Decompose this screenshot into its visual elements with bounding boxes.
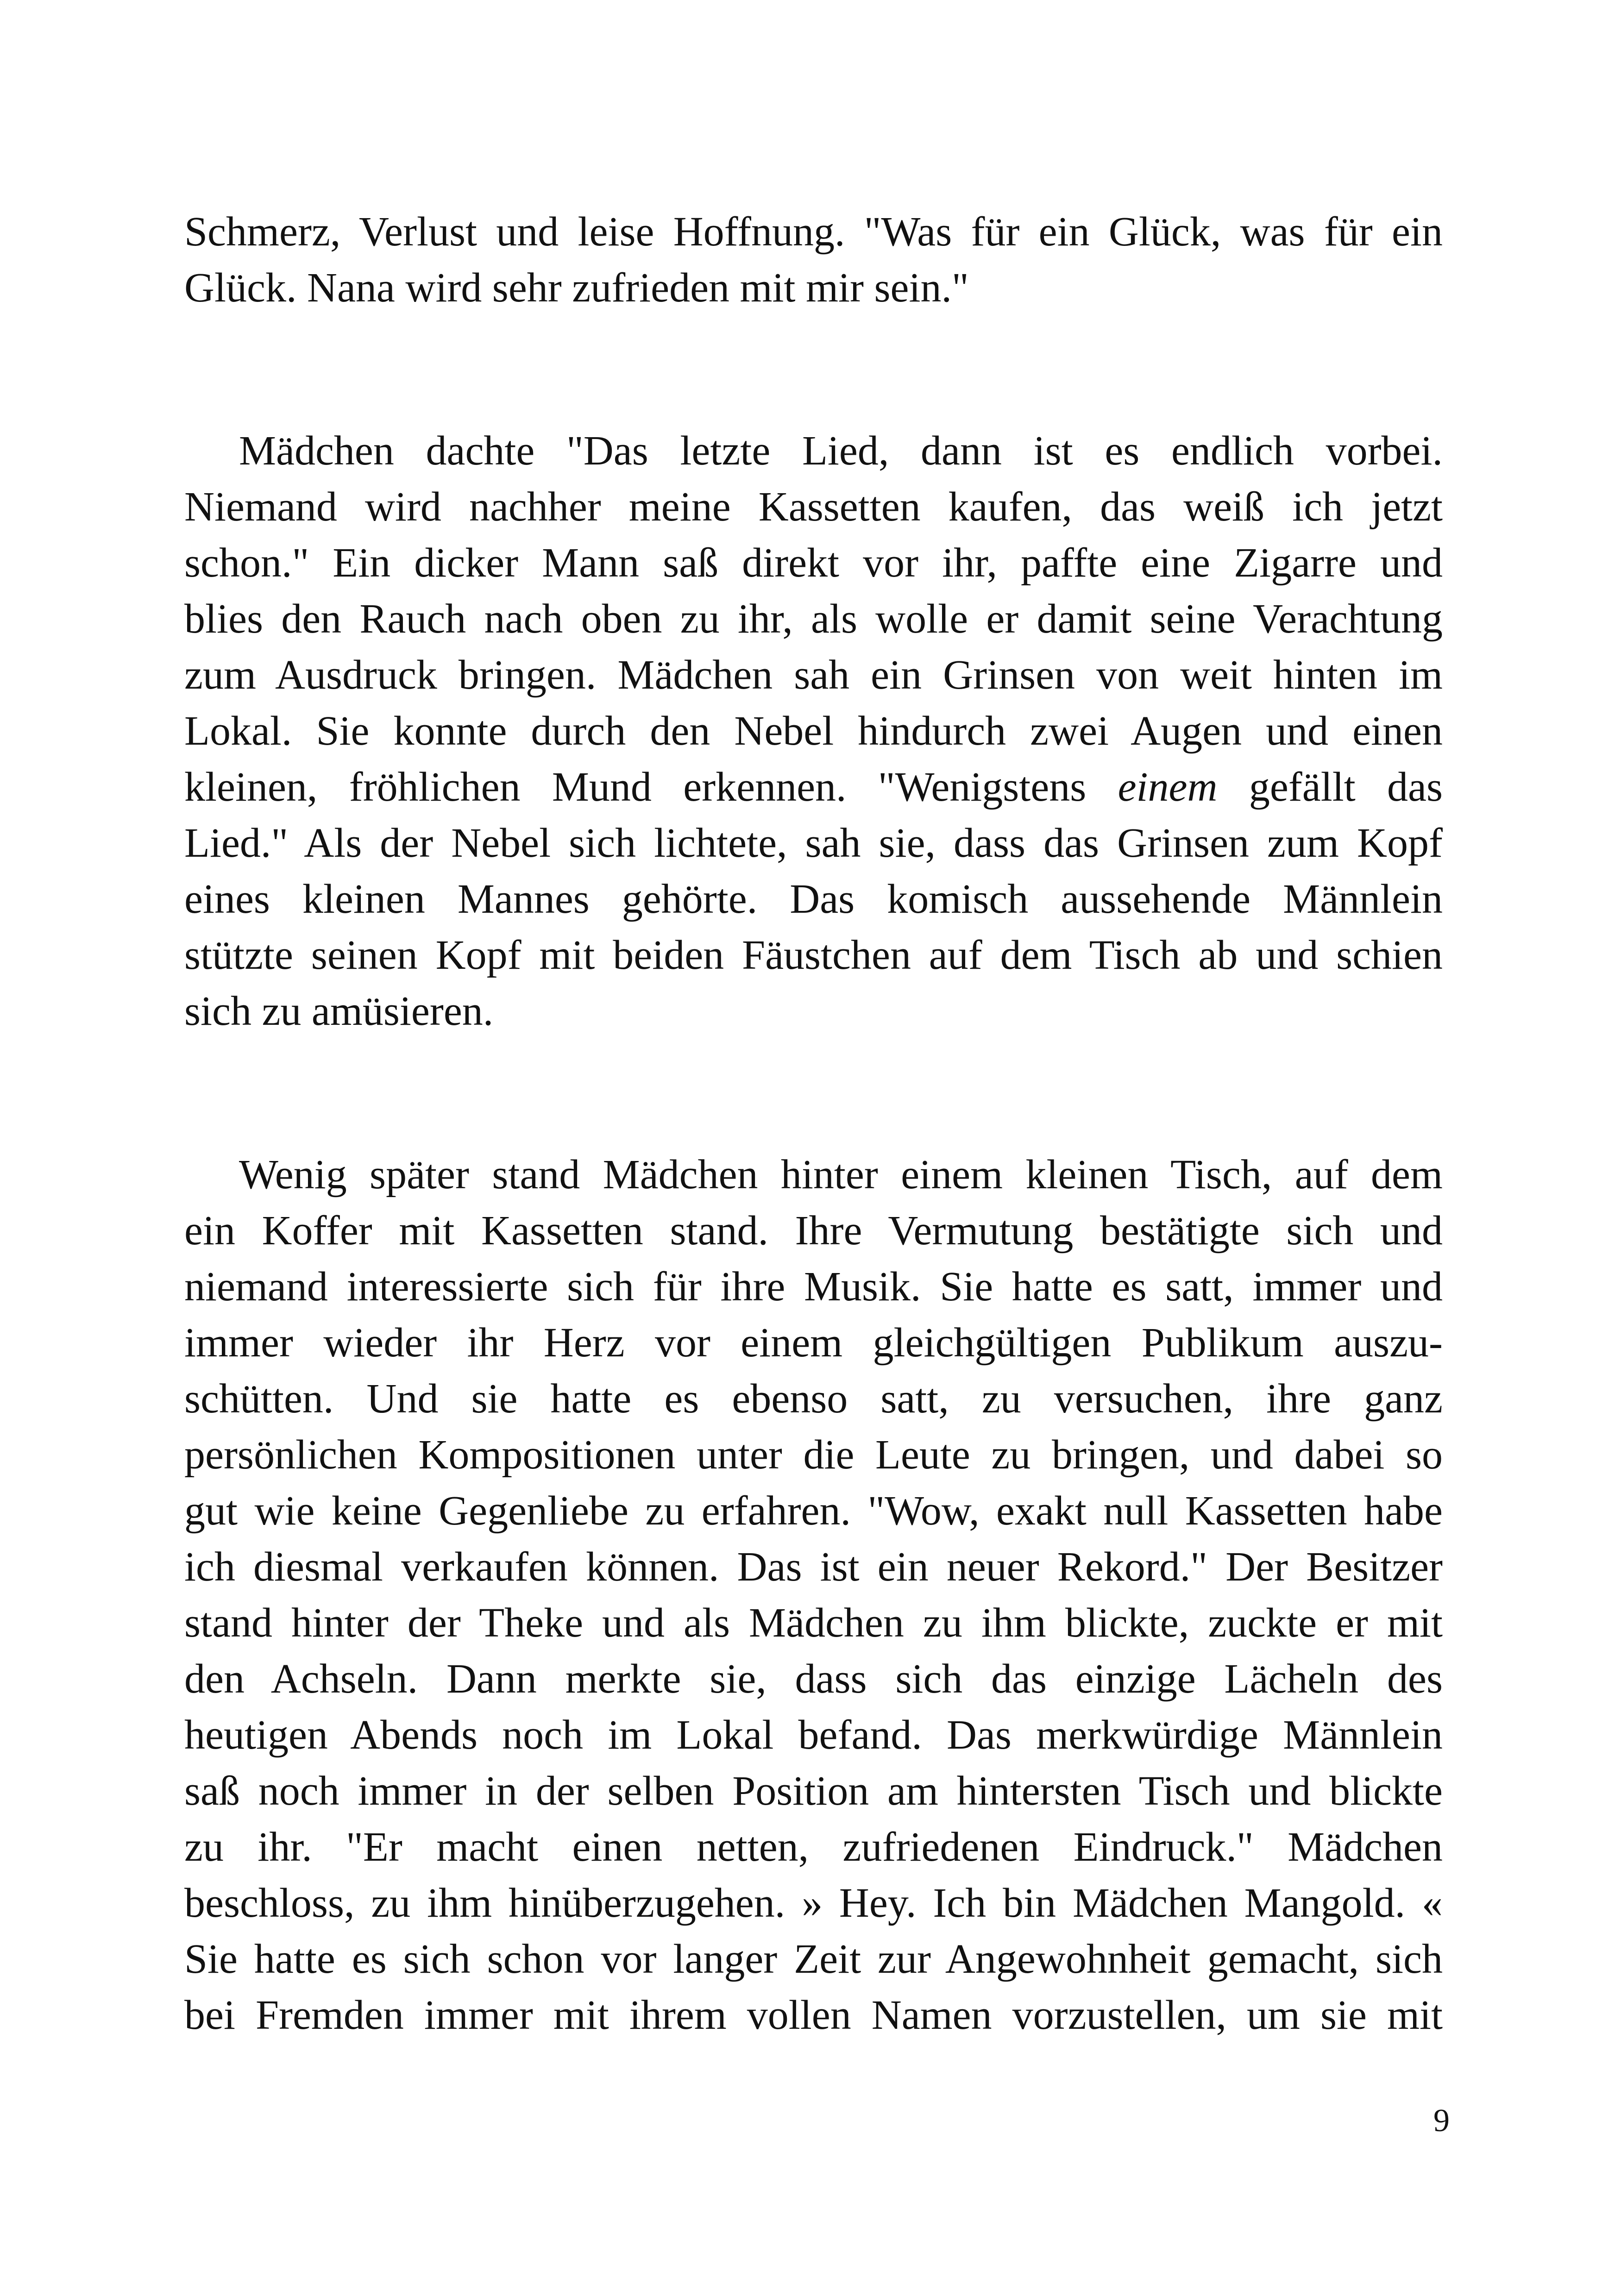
text-line-with-emphasis — [184, 759, 1443, 815]
text-segment: gefällt das — [1249, 764, 1443, 810]
page-number: 9 — [1433, 2103, 1450, 2139]
emphasized-word: einem — [1118, 764, 1218, 810]
text-line: sich zu amüsieren. — [184, 988, 494, 1034]
text-line: Lokal. Sie konnte durch den Nebel hindurch zwei Augen und einen — [184, 708, 1443, 754]
text-line: eines kleinen Mannes gehörte. Das komisch aussehende Männlein — [184, 876, 1443, 922]
text-line: Niemand wird nachher meine Kassetten kaufen, das weiß ich jetzt — [184, 484, 1443, 530]
text-line: schon." Ein dicker Mann saß direkt vor ihr, paffte eine Zigarre und — [184, 540, 1443, 586]
paragraph-3 — [184, 1147, 1443, 2043]
text-segment: kleinen, fröhlichen Mund erkennen. "Wenigstens — [184, 764, 1087, 810]
text-line: bei Fremden immer mit ihrem vollen Namen vorzustellen, um sie mit — [184, 1992, 1443, 2038]
text-line: Lied." Als der Nebel sich lichtete, sah sie, dass das Grinsen zum Kopf — [184, 820, 1443, 866]
text-line: immer wieder ihr Herz vor einem gleichgültigen Publikum auszu- — [184, 1320, 1443, 1366]
text-line: schütten. Und sie hatte es ebenso satt, zu versuchen, ihre ganz — [184, 1376, 1443, 1422]
text-line: persönlichen Kompositionen unter die Leute zu bringen, und dabei so — [184, 1432, 1443, 1478]
text-line: zu ihr. "Er macht einen netten, zufriedenen Eindruck." Mädchen — [184, 1824, 1443, 1870]
paragraph-2 — [184, 423, 1443, 1039]
text-line: niemand interessierte sich für ihre Musik. Sie hatte es satt, immer und — [184, 1264, 1443, 1310]
paragraph-1 — [184, 204, 1443, 316]
text-line: den Achseln. Dann merkte sie, dass sich das einzige Lächeln des — [184, 1656, 1443, 1702]
text-line: zum Ausdruck bringen. Mädchen sah ein Grinsen von weit hinten im — [184, 652, 1443, 698]
text-line: Glück. Nana wird sehr zufrieden mit mir sein." — [184, 265, 969, 311]
text-line: gut wie keine Gegenliebe zu erfahren. "Wow, exakt null Kassetten habe — [184, 1488, 1443, 1534]
text-line: saß noch immer in der selben Position am hintersten Tisch und blickte — [184, 1768, 1443, 1814]
text-line: Schmerz, Verlust und leise Hoffnung. "Was für ein Glück, was für ein — [184, 209, 1443, 255]
text-line: beschloss, zu ihm hinüberzugehen. » Hey. Ich bin Mädchen Mangold. « — [184, 1880, 1443, 1926]
text-line: ein Koffer mit Kassetten stand. Ihre Vermutung bestätigte sich und — [184, 1208, 1443, 1254]
text-line: stützte seinen Kopf mit beiden Fäustchen auf dem Tisch ab und schien — [184, 932, 1443, 978]
text-line: heutigen Abends noch im Lokal befand. Das merkwürdige Männlein — [184, 1712, 1443, 1758]
text-line: Wenig später stand Mädchen hinter einem kleinen Tisch, auf dem — [239, 1152, 1443, 1198]
text-line: Mädchen dachte "Das letzte Lied, dann ist es endlich vorbei. — [239, 428, 1443, 474]
text-line: ich diesmal verkaufen können. Das ist ein neuer Rekord." Der Besitzer — [184, 1544, 1443, 1590]
text-line: blies den Rauch nach oben zu ihr, als wolle er damit seine Verachtung — [184, 596, 1443, 642]
text-line: Sie hatte es sich schon vor langer Zeit zur Angewohnheit gemacht, sich — [184, 1936, 1443, 1982]
text-line: stand hinter der Theke und als Mädchen zu ihm blickte, zuckte er mit — [184, 1600, 1443, 1646]
